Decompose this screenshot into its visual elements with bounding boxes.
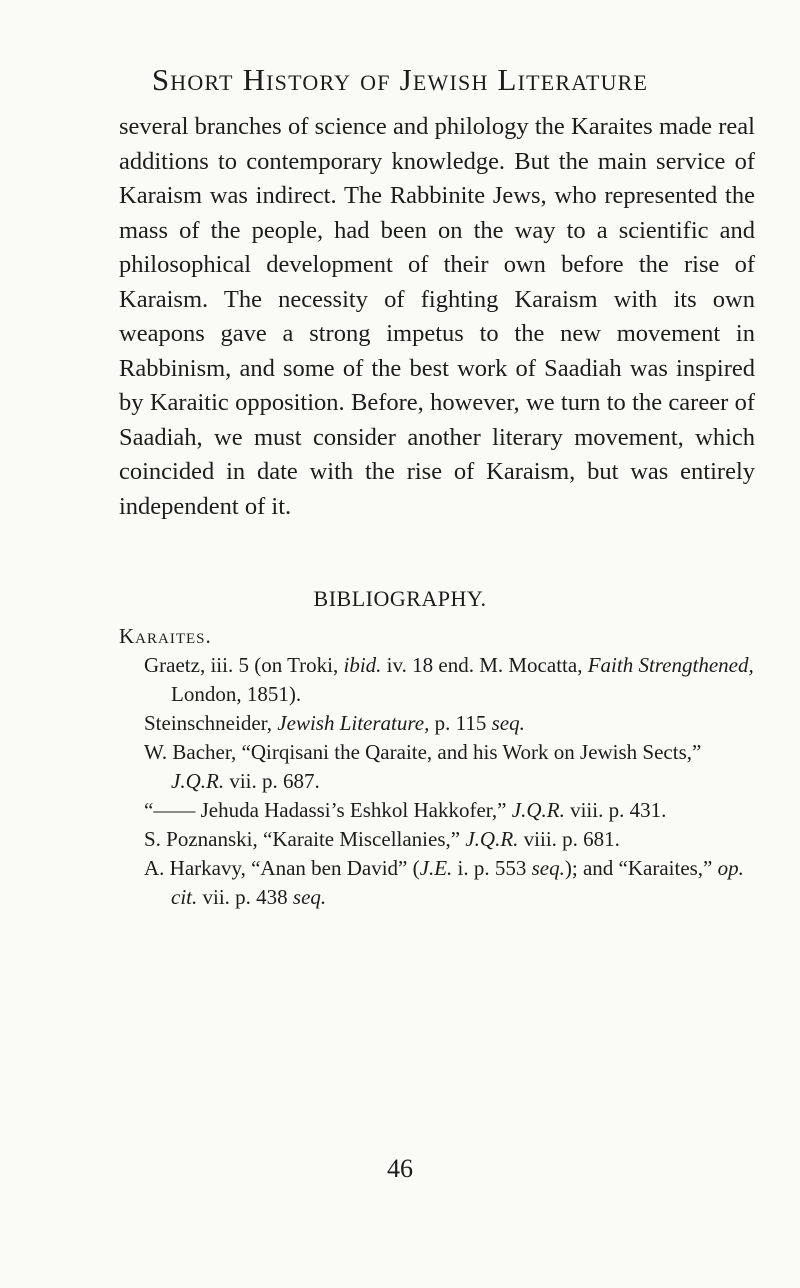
entry-text: S. Poznanski, “Karaite Miscellanies,” [144,827,466,851]
body-text [119,110,755,524]
entry-text: vii. p. 687. [224,769,320,793]
entry-italic: Faith Strengthened, [587,653,754,677]
entry-text: Steinschneider, [144,711,278,735]
entry-text: i. p. 553 [452,856,532,880]
entry-text: ); and “Karaites,” [564,856,718,880]
bibliography-entry-poznanski [144,825,759,854]
entry-text: iv. 18 end. M. Mocatta, [381,653,588,677]
running-head: Short History of Jewish Literature [151,62,649,97]
entry-italic: seq. [292,885,327,909]
body-paragraph: several branches of science and philology the Karaites made real additions to contemporary knowledge. But the main service of Karaism was indirect. The Rabbinite Jews, who represented the mass of the people, had been on the way to a scientific and philosophical development of their own before the rise of Karaism. The necessity of fighting Karaism with its own weapons gave a strong impetus to the new movement in Rabbinism, and some of the best work of Saadiah was inspired by Karaitic opposition. Before, however, we turn to the career of Saadiah, we must consider another literary movement, which coincided in date with the rise of Karaism, but was entirely independent of it. [119,113,755,520]
bibliography-section [119,622,759,912]
entry-italic: seq. [491,711,525,735]
entry-text: Graetz, iii. 5 (on Troki, [144,653,344,677]
entry-text: W. Bacher, “Qirqisani the Qaraite, and his Work on Jewish Sects,” [144,740,702,764]
bibliography-entry-bacher [144,738,759,796]
bibliography-entry-hadassi [144,796,759,825]
entry-italic: J.Q.R. [465,827,519,851]
bibliography-entry-harkavy [144,854,759,912]
bibliography-section-label: Karaites. [119,624,212,648]
entry-text: vii. p. 438 [197,885,293,909]
entry-italic: Jewish Literature, [277,711,430,735]
bibliography-entry-graetz [144,651,759,709]
bibliography-entry-steinschneider [144,709,759,738]
entry-text: London, 1851). [171,682,302,706]
entry-italic: op. cit. [171,856,744,909]
entry-italic: seq. [531,856,565,880]
entry-text: viii. p. 431. [564,798,667,822]
entry-italic: ibid. [343,653,382,677]
entry-text: p. 115 [429,711,492,735]
entry-text: “—— Jehuda Hadassi’s Eshkol Hakkofer,” [144,798,512,822]
entry-text: viii. p. 681. [518,827,620,851]
entry-italic: J.Q.R. [511,798,565,822]
entry-italic: J.Q.R. [171,769,225,793]
entry-text: A. Harkavy, “Anan ben David” ( [144,856,420,880]
entry-italic: J.E. [419,856,453,880]
bibliography-heading: BIBLIOGRAPHY. [313,586,487,611]
page-number: 46 [387,1154,413,1183]
bibliography-list [119,651,759,912]
